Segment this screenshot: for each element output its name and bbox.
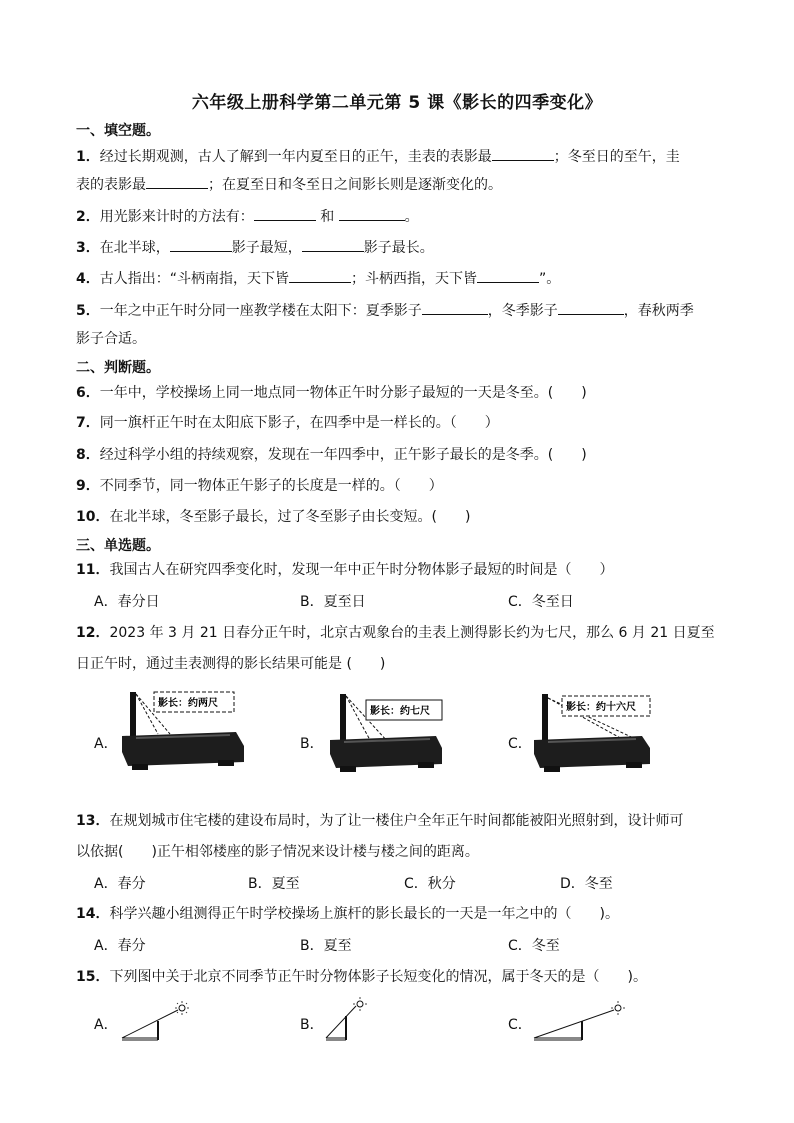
option-a[interactable]: A． [94,1017,118,1033]
question-6 [76,383,714,403]
option-b[interactable]: B．夏至日 [300,594,366,610]
question-12-line2 [76,654,714,674]
question-9 [76,476,714,496]
answer-blank[interactable] [558,300,624,315]
option-a[interactable]: A．春分 [94,938,146,954]
gnomon-figure-a[interactable] [118,688,248,774]
question-number: 4． [76,271,100,287]
question-1-line1 [76,146,714,167]
question-number: 11． [76,562,110,578]
question-2 [76,206,714,227]
option-c[interactable]: C． [508,1017,532,1033]
sun-icon [615,1005,621,1011]
page-title: 六年级上册科学第二单元第 5 课《影长的四季变化》 [191,93,603,113]
question-text: ；斗柄西指，天下皆 [351,271,478,287]
option-a[interactable]: A．春分日 [94,594,160,610]
question-text: 一年之中正午时分同一座教学楼在太阳下：夏季影子 [99,303,422,319]
question-13-line1 [76,811,714,831]
question-text: 在规划城市住宅楼的建设布局时，为了让一楼住户全年正午时间都能被阳光照射到，设计师可 [109,813,684,829]
option-b[interactable]: B． [300,736,324,752]
question-text: ，春秋两季 [623,303,694,319]
question-11 [76,560,714,580]
question-number: 14． [76,906,110,922]
answer-blank[interactable] [422,300,488,315]
question-text: ；冬至日的至午，圭 [553,149,680,165]
question-number: 12． [76,625,110,641]
answer-blank[interactable] [289,268,351,283]
question-text: 2023 年 3 月 21 日春分正午时，北京古观象台的圭表上测得影长约为七尺，那么 6 月 21 日夏至 [109,625,715,641]
shadow-length-label: 影长：约两尺 [158,698,218,709]
question-text: 一年中，学校操场上同一地点同一物体正午时分影子最短的一天是冬至。( ) [99,385,587,401]
option-a[interactable]: A． [94,736,118,752]
section-fill-blank: 一、填空题。 [76,123,160,139]
question-text: ，冬季影子 [487,303,558,319]
answer-blank[interactable] [146,174,208,189]
question-text: 日正午时，通过圭表测得的影长结果可能是 ( ) [76,656,386,672]
question-number: 2． [76,209,100,225]
shadow-diagram-b[interactable] [320,996,380,1044]
answer-blank[interactable] [339,206,405,221]
section-single-choice: 三、单选题。 [76,538,160,554]
question-5-line1 [76,300,714,321]
question-number: 15． [76,969,110,985]
option-d[interactable]: D．冬至 [560,876,613,892]
question-3 [76,237,714,258]
question-15 [76,967,714,987]
question-text: 影子合适。 [76,331,146,347]
option-b[interactable]: B． [300,1017,324,1033]
option-b[interactable]: B．夏至 [300,938,352,954]
question-number: 9． [76,478,100,494]
option-c[interactable]: C． [508,736,532,752]
question-text: 下列图中关于北京不同季节正午时分物体影子长短变化的情况，属于冬天的是（ )。 [109,969,647,985]
answer-blank[interactable] [302,237,364,252]
shadow-diagram-a[interactable] [118,998,198,1044]
question-text: 科学兴趣小组测得正午时学校操场上旗杆的影长最长的一天是一年之中的（ )。 [109,906,619,922]
section-true-false: 二、判断题。 [76,360,160,376]
question-13-line2 [76,842,714,862]
question-text: 古人指出：“斗柄南指，天下皆 [99,271,290,287]
question-text: 表的表影最 [76,177,146,193]
question-5-line2 [76,329,714,349]
question-7 [76,413,714,433]
option-c[interactable]: C．冬至日 [508,594,574,610]
shadow-diagram-c[interactable] [530,998,630,1044]
answer-blank[interactable] [254,206,316,221]
question-number: 7． [76,415,100,431]
option-a[interactable]: A．春分 [94,876,146,892]
gnomon-figure-c[interactable] [532,690,654,776]
shadow-length-label: 影长：约十六尺 [566,702,636,713]
question-8 [76,445,714,465]
option-b[interactable]: B．夏至 [248,876,300,892]
question-1-line2 [76,174,714,195]
shadow-length-label: 影长：约七尺 [370,706,430,717]
answer-blank[interactable] [492,146,554,161]
option-c[interactable]: C．冬至 [508,938,560,954]
question-number: 13． [76,813,110,829]
question-text: 经过长期观测，古人了解到一年内夏至日的正午，圭表的表影最 [99,149,492,165]
question-text: 不同季节，同一物体正午影子的长度是一样的。（ ） [99,478,443,494]
question-text: 经过科学小组的持续观察，发现在一年四季中，正午影子最长的是冬季。( ) [99,447,587,463]
question-text: 同一旗杆正午时在太阳底下影子，在四季中是一样长的。（ ） [99,415,499,431]
question-text: 影子最长。 [363,240,434,256]
question-10 [76,507,714,527]
answer-blank[interactable] [170,237,232,252]
question-14 [76,904,714,924]
question-text: 。 [404,209,419,225]
answer-blank[interactable] [477,268,539,283]
question-4 [76,268,714,289]
question-number: 10． [76,509,110,525]
option-c[interactable]: C．秋分 [404,876,456,892]
question-text: 影子最短， [231,240,302,256]
question-number: 6． [76,385,100,401]
question-text: ；在夏至日和冬至日之间影长则是逐渐变化的。 [208,177,502,193]
question-text: 用光影来计时的方法有： [99,209,254,225]
question-number: 1． [76,149,100,165]
gnomon-figure-b[interactable] [326,690,446,776]
question-text: 以依据( )正午相邻楼座的影子情况来设计楼与楼之间的距离。 [76,844,479,860]
question-text: 在北半球，冬至影子最长，过了冬至影子由长变短。( ) [109,509,471,525]
question-12-line1 [76,623,714,643]
question-text: ”。 [539,271,561,287]
question-number: 3． [76,240,100,256]
sun-icon [357,1001,363,1007]
sun-icon [179,1005,185,1011]
question-text: 和 [315,209,339,225]
question-number: 5． [76,303,100,319]
question-number: 8． [76,447,100,463]
question-text: 在北半球， [99,240,170,256]
question-text: 我国古人在研究四季变化时，发现一年中正午时分物体影子最短的时间是（ ） [109,562,614,578]
